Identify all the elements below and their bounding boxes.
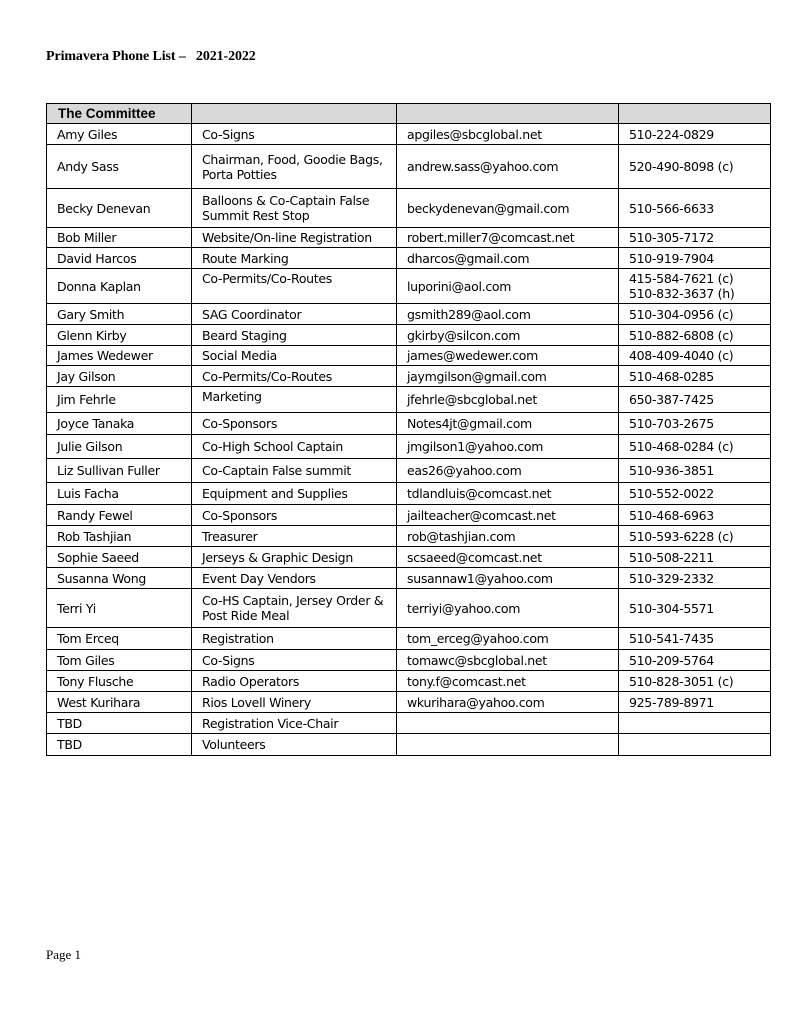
table-row (47, 650, 771, 671)
member-role-cell: Co-High School Captain (192, 435, 397, 459)
phone-primary: 650-387-7425 (629, 392, 714, 407)
member-phone-cell (619, 628, 771, 650)
phone-primary: 510-304-5571 (629, 600, 714, 616)
member-name-cell: Becky Denevan (47, 189, 192, 228)
member-name-cell: Jay Gilson (47, 366, 192, 387)
member-phone-cell (619, 459, 771, 483)
member-phone-cell (619, 304, 771, 325)
member-phone-cell (619, 568, 771, 589)
member-phone-cell (619, 483, 771, 505)
member-name-cell: Gary Smith (47, 304, 192, 325)
member-role-cell: Co-Captain False summit (192, 459, 397, 483)
phone-secondary: 510-832-3637 (h) (629, 286, 735, 301)
phone-primary: 510-703-2675 (629, 416, 714, 431)
member-role-cell: Co-Sponsors (192, 505, 397, 526)
member-name-cell: Tom Erceq (47, 628, 192, 650)
phone-primary: 510-552-0022 (629, 486, 714, 501)
member-role-cell: Volunteers (192, 734, 397, 756)
member-phone-cell (619, 734, 771, 756)
phone-primary: 510-468-0284 (c) (629, 439, 734, 454)
member-phone-cell (619, 547, 771, 568)
table-row (47, 459, 771, 483)
member-phone-cell (619, 692, 771, 713)
member-role-cell: Registration (192, 628, 397, 650)
phone-primary: 510-468-0285 (629, 368, 714, 384)
member-name-cell: Joyce Tanaka (47, 413, 192, 435)
table-row (47, 435, 771, 459)
table-row (47, 366, 771, 387)
table-row (47, 628, 771, 650)
member-name-cell: Randy Fewel (47, 505, 192, 526)
member-phone-cell (619, 589, 771, 628)
member-email-cell: beckydenevan@gmail.com (397, 189, 619, 228)
member-role-cell: Marketing (192, 387, 397, 413)
header-cell-empty (619, 104, 771, 124)
member-name-cell: Bob Miller (47, 228, 192, 248)
table-row (47, 547, 771, 568)
member-name-cell: TBD (47, 713, 192, 734)
phone-primary: 510-508-2211 (629, 549, 714, 565)
member-email-cell: tomawc@sbcglobal.net (397, 650, 619, 671)
table-row (47, 269, 771, 304)
member-name-cell: Glenn Kirby (47, 325, 192, 346)
member-phone-cell (619, 413, 771, 435)
member-name-cell: Donna Kaplan (47, 269, 192, 304)
member-name-cell: Liz Sullivan Fuller (47, 459, 192, 483)
member-email-cell: jailteacher@comcast.net (397, 505, 619, 526)
member-phone-cell (619, 526, 771, 547)
member-phone-cell (619, 671, 771, 692)
member-email-cell: eas26@yahoo.com (397, 459, 619, 483)
member-role-cell: Website/On-line Registration (192, 228, 397, 248)
member-role-cell: SAG Coordinator (192, 304, 397, 325)
phone-primary: 415-584-7621 (c) (629, 271, 734, 286)
member-role-cell: Chairman, Food, Goodie Bags, Porta Potties (192, 145, 397, 189)
member-name-cell: Amy Giles (47, 124, 192, 145)
table-row (47, 483, 771, 505)
member-role-cell: Co-HS Captain, Jersey Order & Post Ride Meal (192, 589, 397, 628)
member-email-cell: Notes4jt@gmail.com (397, 413, 619, 435)
table-row (47, 346, 771, 366)
member-role-cell: Co-Signs (192, 124, 397, 145)
member-email-cell: andrew.sass@yahoo.com (397, 145, 619, 189)
member-role-cell: Jerseys & Graphic Design (192, 547, 397, 568)
phone-primary: 510-593-6228 (c) (629, 528, 734, 544)
phone-primary: 510-329-2332 (629, 570, 714, 586)
phone-primary: 520-490-8098 (c) (629, 159, 734, 174)
member-name-cell: Andy Sass (47, 145, 192, 189)
member-email-cell (397, 713, 619, 734)
page-number: Page 1 (46, 947, 82, 962)
member-email-cell: jfehrle@sbcglobal.net (397, 387, 619, 413)
member-phone-cell (619, 366, 771, 387)
member-name-cell: Susanna Wong (47, 568, 192, 589)
member-phone-cell (619, 228, 771, 248)
member-name-cell: Terri Yi (47, 589, 192, 628)
member-role-cell: Social Media (192, 346, 397, 366)
table-row (47, 692, 771, 713)
table-row (47, 568, 771, 589)
phone-primary: 510-209-5764 (629, 652, 714, 668)
committee-table (46, 103, 771, 756)
phone-primary: 408-409-4040 (c) (629, 348, 734, 363)
phone-primary: 510-304-0956 (c) (629, 306, 734, 322)
member-role-cell: Route Marking (192, 248, 397, 269)
member-email-cell: robert.miller7@comcast.net (397, 228, 619, 248)
member-name-cell: James Wedewer (47, 346, 192, 366)
header-cell-empty (397, 104, 619, 124)
member-email-cell: jaymgilson@gmail.com (397, 366, 619, 387)
member-email-cell: susannaw1@yahoo.com (397, 568, 619, 589)
table-row (47, 124, 771, 145)
member-phone-cell (619, 124, 771, 145)
member-email-cell: gsmith289@aol.com (397, 304, 619, 325)
member-name-cell: Luis Facha (47, 483, 192, 505)
member-role-cell: Co-Permits/Co-Routes (192, 366, 397, 387)
table-row (47, 526, 771, 547)
member-phone-cell (619, 145, 771, 189)
member-email-cell (397, 734, 619, 756)
table-row (47, 304, 771, 325)
table-row (47, 325, 771, 346)
table-row (47, 248, 771, 269)
table-row (47, 671, 771, 692)
member-role-cell: Co-Sponsors (192, 413, 397, 435)
phone-primary: 510-919-7904 (629, 250, 714, 266)
member-email-cell: luporini@aol.com (397, 269, 619, 304)
member-email-cell: wkurihara@yahoo.com (397, 692, 619, 713)
page-title: Primavera Phone List – 2021-2022 (46, 49, 256, 64)
member-role-cell: Rios Lovell Winery (192, 692, 397, 713)
member-email-cell: terriyi@yahoo.com (397, 589, 619, 628)
member-email-cell: tdlandluis@comcast.net (397, 483, 619, 505)
member-name-cell: Julie Gilson (47, 435, 192, 459)
table-row (47, 713, 771, 734)
member-email-cell: james@wedewer.com (397, 346, 619, 366)
table-row (47, 589, 771, 628)
member-email-cell: dharcos@gmail.com (397, 248, 619, 269)
phone-primary: 510-305-7172 (629, 230, 714, 245)
phone-primary: 510-882-6808 (c) (629, 327, 734, 343)
member-email-cell: scsaeed@comcast.net (397, 547, 619, 568)
member-phone-cell (619, 650, 771, 671)
member-role-cell: Treasurer (192, 526, 397, 547)
member-name-cell: Jim Fehrle (47, 387, 192, 413)
member-name-cell: Sophie Saeed (47, 547, 192, 568)
member-role-cell: Co-Signs (192, 650, 397, 671)
table-row (47, 505, 771, 526)
table-header-row (47, 104, 771, 124)
member-email-cell: jmgilson1@yahoo.com (397, 435, 619, 459)
header-cell-empty (192, 104, 397, 124)
member-role-cell: Equipment and Supplies (192, 483, 397, 505)
member-name-cell: TBD (47, 734, 192, 756)
table-row (47, 734, 771, 756)
member-phone-cell (619, 269, 771, 304)
member-role-cell: Event Day Vendors (192, 568, 397, 589)
member-phone-cell (619, 387, 771, 413)
member-role-cell: Beard Staging (192, 325, 397, 346)
phone-primary: 510-936-3851 (629, 463, 714, 478)
member-phone-cell (619, 248, 771, 269)
member-phone-cell (619, 325, 771, 346)
member-name-cell: Tony Flusche (47, 671, 192, 692)
member-role-cell: Registration Vice-Chair (192, 713, 397, 734)
member-name-cell: Rob Tashjian (47, 526, 192, 547)
member-phone-cell (619, 435, 771, 459)
member-phone-cell (619, 346, 771, 366)
member-name-cell: Tom Giles (47, 650, 192, 671)
member-email-cell: gkirby@silcon.com (397, 325, 619, 346)
member-email-cell: tom_erceg@yahoo.com (397, 628, 619, 650)
phone-primary: 510-224-0829 (629, 126, 714, 142)
table-row (47, 145, 771, 189)
member-role-cell: Balloons & Co-Captain False Summit Rest Stop (192, 189, 397, 228)
member-name-cell: David Harcos (47, 248, 192, 269)
table-row (47, 228, 771, 248)
table-row (47, 413, 771, 435)
member-role-cell: Co-Permits/Co-Routes (192, 269, 397, 304)
member-phone-cell (619, 505, 771, 526)
member-phone-cell (619, 713, 771, 734)
table-row (47, 189, 771, 228)
phone-primary: 510-828-3051 (c) (629, 673, 734, 689)
member-phone-cell (619, 189, 771, 228)
member-email-cell: rob@tashjian.com (397, 526, 619, 547)
member-email-cell: apgiles@sbcglobal.net (397, 124, 619, 145)
phone-primary: 925-789-8971 (629, 694, 714, 710)
phone-primary: 510-541-7435 (629, 631, 714, 646)
phone-primary: 510-566-6633 (629, 200, 714, 216)
table-row (47, 387, 771, 413)
member-email-cell: tony.f@comcast.net (397, 671, 619, 692)
member-role-cell: Radio Operators (192, 671, 397, 692)
phone-primary: 510-468-6963 (629, 507, 714, 523)
committee-heading: The Committee (47, 104, 192, 124)
member-name-cell: West Kurihara (47, 692, 192, 713)
